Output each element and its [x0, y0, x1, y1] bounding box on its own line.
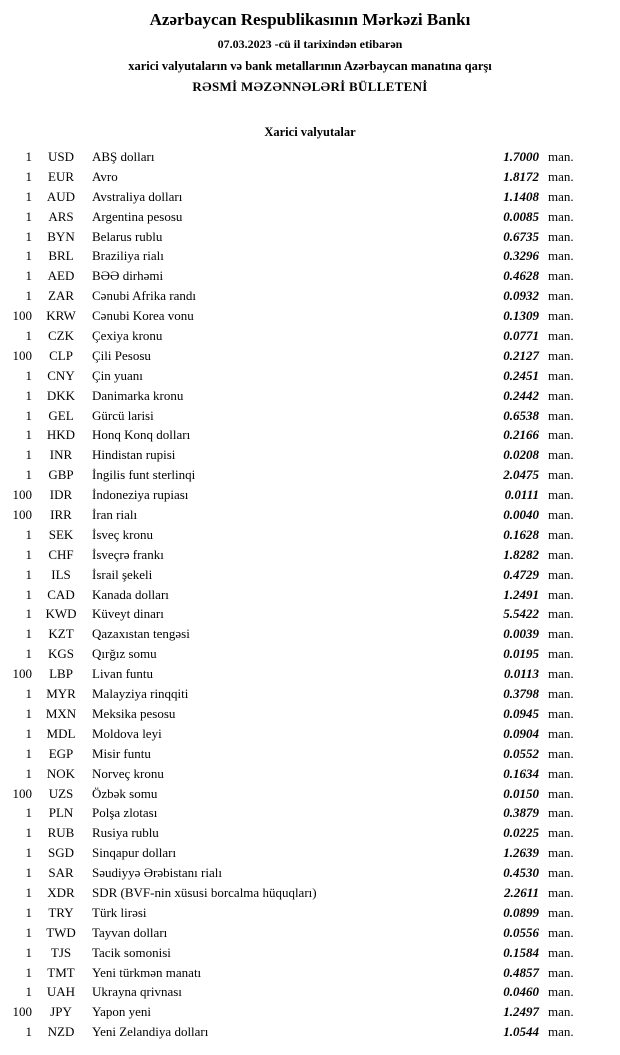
rate-value: 0.1584	[503, 944, 539, 960]
section-title: Xarici valyutalar	[264, 125, 356, 139]
currency-code: UZS	[48, 785, 74, 801]
rate-row	[6, 167, 586, 187]
rate-quantity: 1	[25, 904, 32, 920]
rate-value: 0.0556	[503, 924, 539, 940]
unit-label: man.	[548, 984, 574, 1000]
rate-value: 0.3296	[503, 248, 539, 264]
currency-name: Qırğız somu	[92, 646, 157, 662]
currency-name: Çexiya kronu	[92, 328, 163, 344]
rate-quantity: 1	[25, 964, 32, 980]
currency-name: İngilis funt sterlinqi	[92, 467, 196, 483]
rate-quantity: 1	[25, 626, 32, 642]
rate-quantity: 1	[25, 805, 32, 821]
currency-name: BƏƏ dirhəmi	[92, 268, 164, 284]
rate-row	[6, 286, 586, 306]
rate-row	[6, 803, 586, 823]
rate-value: 0.0208	[503, 447, 539, 463]
unit-label: man.	[548, 964, 574, 980]
currency-name: Norveç kronu	[92, 765, 164, 781]
currency-name: Honq Konq dolları	[92, 427, 191, 443]
rate-quantity: 1	[25, 387, 32, 403]
currency-name: Hindistan rupisi	[92, 447, 176, 463]
currency-code: INR	[49, 447, 73, 463]
currency-code: DKK	[46, 387, 76, 403]
subtitle: xarici valyutaların və bank metallarının Azərbaycan manatına qarşı	[128, 59, 492, 73]
rate-value: 0.0899	[503, 904, 539, 920]
rate-quantity: 1	[25, 745, 32, 761]
unit-label: man.	[548, 825, 574, 841]
unit-label: man.	[548, 924, 574, 940]
currency-name: ABŞ dolları	[92, 149, 155, 164]
rate-value: 0.2127	[503, 347, 539, 363]
rate-row	[6, 187, 586, 207]
currency-name: Malayziya rinqqiti	[92, 686, 189, 702]
rate-value: 1.0544	[503, 1024, 539, 1040]
currency-code: CZK	[48, 328, 74, 344]
unit-label: man.	[548, 805, 574, 821]
rate-value: 1.2491	[503, 586, 539, 602]
currency-name: SDR (BVF-nin xüsusi borcalma hüquqları)	[92, 884, 317, 900]
rate-row	[6, 664, 586, 684]
rate-value: 0.4530	[503, 865, 539, 881]
rate-row	[6, 465, 586, 485]
unit-label: man.	[548, 944, 574, 960]
unit-label: man.	[548, 686, 574, 702]
unit-label: man.	[548, 328, 574, 344]
currency-code: PLN	[48, 805, 74, 821]
rate-row	[6, 1002, 586, 1022]
unit-label: man.	[548, 467, 574, 483]
rate-quantity: 1	[25, 566, 32, 582]
rate-quantity: 100	[12, 347, 32, 363]
rate-row	[6, 266, 586, 286]
currency-name: Yapon yeni	[92, 1004, 151, 1020]
currency-name: Cənubi Korea vonu	[92, 308, 194, 324]
rate-quantity: 1	[25, 407, 32, 423]
rate-quantity: 1	[25, 765, 32, 781]
rate-quantity: 100	[12, 507, 32, 523]
rate-value: 0.1309	[503, 308, 539, 324]
currency-code: RUB	[47, 825, 75, 841]
rate-row	[6, 604, 586, 624]
effective-date-line: 07.03.2023 -cü il tarixindən etibarən	[217, 37, 403, 51]
currency-name: Küveyt dinarı	[92, 606, 164, 622]
currency-name: Moldova leyi	[92, 725, 162, 741]
currency-code: XDR	[47, 884, 75, 900]
rate-row	[6, 545, 586, 565]
rate-quantity: 1	[25, 288, 32, 304]
rate-quantity: 1	[25, 208, 32, 224]
rate-quantity: 1	[25, 328, 32, 344]
currency-name: Tacik somonisi	[92, 944, 171, 960]
rate-quantity: 1	[25, 586, 32, 602]
currency-name: Danimarka kronu	[92, 387, 184, 403]
currency-code: GBP	[48, 467, 74, 483]
rate-row	[6, 406, 586, 426]
currency-code: CLP	[49, 347, 73, 363]
rate-row	[6, 246, 586, 266]
rate-quantity: 1	[25, 725, 32, 741]
rate-quantity: 1	[25, 924, 32, 940]
rate-value: 2.2611	[503, 884, 539, 900]
currency-code: CNY	[47, 367, 75, 383]
rate-row	[6, 823, 586, 843]
unit-label: man.	[548, 566, 574, 582]
unit-label: man.	[548, 606, 574, 622]
currency-name: Livan funtu	[92, 666, 154, 682]
currency-name: Belarus rublu	[92, 228, 163, 244]
rate-value: 1.2639	[503, 845, 539, 861]
rate-quantity: 100	[12, 666, 32, 682]
rate-value: 0.1628	[503, 526, 539, 542]
rate-value: 0.0932	[503, 288, 539, 304]
currency-code: AUD	[46, 188, 76, 204]
unit-label: man.	[548, 904, 574, 920]
currency-code: HKD	[46, 427, 76, 443]
unit-label: man.	[548, 1024, 574, 1040]
unit-label: man.	[548, 785, 574, 801]
currency-name: İndoneziya rupiası	[92, 487, 189, 503]
unit-label: man.	[548, 626, 574, 642]
rate-value: 1.8282	[503, 546, 539, 562]
currency-name: Misir funtu	[92, 745, 151, 761]
currency-code: MXN	[45, 705, 77, 721]
rate-value: 0.0225	[503, 825, 539, 841]
rate-quantity: 1	[25, 686, 32, 702]
currency-code: ARS	[48, 208, 74, 224]
currency-name: İsrail şekeli	[92, 566, 153, 582]
currency-code: TRY	[48, 904, 74, 920]
currency-name: Polşa zlotası	[92, 805, 158, 821]
rate-quantity: 1	[25, 367, 32, 383]
unit-label: man.	[548, 884, 574, 900]
rate-row	[6, 863, 586, 883]
rate-quantity: 1	[25, 188, 32, 204]
rate-row	[6, 505, 586, 525]
rate-quantity: 1	[25, 546, 32, 562]
rate-value: 2.0475	[503, 467, 539, 483]
currency-name: Braziliya rialı	[92, 248, 164, 264]
rate-row	[6, 744, 586, 764]
rate-quantity: 100	[12, 487, 32, 503]
rate-quantity: 100	[12, 308, 32, 324]
currency-name: Rusiya rublu	[92, 825, 159, 841]
rate-quantity: 1	[25, 248, 32, 264]
rate-row	[6, 346, 586, 366]
currency-code: TWD	[46, 924, 76, 940]
currency-code: KWD	[45, 606, 77, 622]
rate-value: 0.0085	[503, 208, 539, 224]
rate-quantity: 1	[25, 865, 32, 881]
unit-label: man.	[548, 745, 574, 761]
rate-quantity: 1	[25, 526, 32, 542]
unit-label: man.	[548, 447, 574, 463]
rate-row	[6, 684, 586, 704]
currency-code: SGD	[47, 845, 74, 861]
unit-label: man.	[548, 208, 574, 224]
rate-value: 0.4729	[503, 566, 539, 582]
rate-value: 0.2166	[503, 427, 539, 443]
currency-name: Yeni türkmən manatı	[92, 964, 202, 980]
currency-code: SEK	[48, 526, 74, 542]
bulletin-title: RƏSMİ MƏZƏNNƏLƏRİ BÜLLETENİ	[192, 79, 428, 94]
currency-name: İsveçrə frankı	[92, 546, 164, 562]
currency-code: AED	[47, 268, 75, 284]
rate-value: 0.0111	[504, 487, 539, 503]
rate-row	[6, 207, 586, 227]
currency-code: NZD	[47, 1024, 75, 1040]
currency-name: Ukrayna qrivnası	[92, 984, 182, 1000]
unit-label: man.	[548, 845, 574, 861]
currency-code: SAR	[48, 865, 74, 881]
rate-value: 0.3879	[503, 805, 539, 821]
currency-name: Türk lirəsi	[92, 904, 147, 920]
unit-label: man.	[548, 765, 574, 781]
rate-value: 5.5422	[503, 606, 539, 622]
rate-value: 0.0460	[503, 984, 539, 1000]
unit-label: man.	[548, 308, 574, 324]
rate-value: 0.0195	[503, 646, 539, 662]
rate-quantity: 100	[12, 1004, 32, 1020]
currency-code: IRR	[50, 507, 72, 523]
rates-table	[0, 147, 620, 1042]
unit-label: man.	[548, 1004, 574, 1020]
rate-value: 0.4628	[503, 268, 539, 284]
rate-row	[6, 147, 586, 167]
rate-value: 0.3798	[503, 686, 539, 702]
rate-quantity: 1	[25, 427, 32, 443]
rate-row	[6, 366, 586, 386]
rate-value: 0.0039	[503, 626, 539, 642]
rate-value: 0.4857	[503, 964, 539, 980]
rate-row	[6, 525, 586, 545]
rate-value: 0.0150	[503, 785, 539, 801]
unit-label: man.	[548, 367, 574, 383]
unit-label: man.	[548, 347, 574, 363]
currency-code: TJS	[50, 944, 72, 960]
currency-name: Özbək somu	[92, 785, 158, 801]
rate-quantity: 1	[25, 884, 32, 900]
rate-quantity: 1	[25, 1024, 32, 1040]
currency-name: Səudiyyə Ərəbistanı rialı	[92, 865, 222, 881]
currency-code: ZAR	[48, 288, 74, 304]
currency-code: KGS	[47, 646, 74, 662]
rate-value: 1.8172	[503, 168, 539, 184]
rate-value: 0.0771	[503, 328, 539, 344]
rate-row	[6, 784, 586, 804]
currency-name: Yeni Zelandiya dolları	[92, 1024, 209, 1040]
rate-row	[6, 624, 586, 644]
unit-label: man.	[548, 149, 574, 164]
rate-quantity: 1	[25, 228, 32, 244]
rate-row	[6, 883, 586, 903]
rate-row	[6, 227, 586, 247]
unit-label: man.	[548, 168, 574, 184]
currency-code: KZT	[48, 626, 74, 642]
rate-quantity: 1	[25, 845, 32, 861]
rate-row	[6, 843, 586, 863]
rate-value: 0.2451	[503, 367, 539, 383]
unit-label: man.	[548, 526, 574, 542]
currency-code: MYR	[46, 686, 76, 702]
rate-quantity: 1	[25, 825, 32, 841]
unit-label: man.	[548, 705, 574, 721]
currency-name: İran rialı	[92, 507, 138, 523]
rate-value: 0.0113	[503, 666, 539, 682]
currency-name: Meksika pesosu	[92, 705, 176, 721]
rate-value: 0.0945	[503, 705, 539, 721]
unit-label: man.	[548, 546, 574, 562]
rate-row	[6, 425, 586, 445]
rate-value: 1.7000	[503, 149, 539, 164]
unit-label: man.	[548, 865, 574, 881]
rate-row	[6, 704, 586, 724]
currency-code: CAD	[47, 586, 75, 602]
currency-name: Sinqapur dolları	[92, 845, 177, 861]
currency-name: Gürcü larisi	[92, 407, 154, 423]
currency-name: Cənubi Afrika randı	[92, 288, 196, 304]
unit-label: man.	[548, 586, 574, 602]
currency-code: KRW	[46, 308, 76, 324]
currency-name: Kanada dolları	[92, 586, 169, 602]
rate-row	[6, 982, 586, 1002]
rate-row	[6, 445, 586, 465]
rate-value: 0.0904	[503, 725, 539, 741]
rate-row	[6, 963, 586, 983]
rate-row	[6, 724, 586, 744]
rate-quantity: 1	[25, 467, 32, 483]
rate-quantity: 1	[25, 606, 32, 622]
rate-value: 1.2497	[503, 1004, 539, 1020]
rate-row	[6, 1022, 586, 1042]
currency-code: LBP	[49, 666, 73, 682]
rate-row	[6, 485, 586, 505]
rate-quantity: 1	[25, 268, 32, 284]
currency-code: CHF	[48, 546, 74, 562]
currency-name: İsveç kronu	[92, 526, 154, 542]
currency-code: NOK	[46, 765, 76, 781]
unit-label: man.	[548, 427, 574, 443]
rate-row	[6, 644, 586, 664]
currency-name: Çili Pesosu	[92, 347, 151, 363]
rate-quantity: 1	[25, 984, 32, 1000]
currency-code: MDL	[46, 725, 76, 741]
rate-value: 0.6538	[503, 407, 539, 423]
rate-quantity: 1	[25, 168, 32, 184]
rate-quantity: 1	[25, 149, 32, 164]
rate-quantity: 1	[25, 646, 32, 662]
currency-code: UAH	[46, 984, 76, 1000]
page-title: Azərbaycan Respublikasının Mərkəzi Bankı	[149, 10, 471, 29]
currency-name: Çin yuanı	[92, 367, 143, 383]
currency-code: EGP	[48, 745, 74, 761]
rate-value: 1.1408	[503, 188, 539, 204]
rate-value: 0.0040	[503, 507, 539, 523]
unit-label: man.	[548, 288, 574, 304]
currency-code: USD	[47, 149, 74, 164]
currency-code: JPY	[50, 1004, 72, 1020]
rate-row	[6, 903, 586, 923]
unit-label: man.	[548, 407, 574, 423]
currency-code: GEL	[48, 407, 74, 423]
unit-label: man.	[548, 228, 574, 244]
unit-label: man.	[548, 507, 574, 523]
rate-row	[6, 565, 586, 585]
rate-quantity: 1	[25, 447, 32, 463]
rate-row	[6, 923, 586, 943]
unit-label: man.	[548, 387, 574, 403]
currency-code: BYN	[47, 228, 75, 244]
currency-code: TMT	[47, 964, 75, 980]
currency-code: ILS	[51, 566, 71, 582]
rate-value: 0.0552	[503, 745, 539, 761]
rate-quantity: 1	[25, 944, 32, 960]
rate-value: 0.2442	[503, 387, 539, 403]
unit-label: man.	[548, 646, 574, 662]
currency-code: IDR	[49, 487, 73, 503]
currency-name: Tayvan dolları	[92, 924, 168, 940]
unit-label: man.	[548, 248, 574, 264]
rate-row	[6, 585, 586, 605]
currency-code: EUR	[48, 168, 74, 184]
currency-name: Argentina pesosu	[92, 208, 183, 224]
currency-name: Avstraliya dolları	[92, 188, 183, 204]
currency-name: Qazaxıstan tengəsi	[92, 626, 190, 642]
unit-label: man.	[548, 725, 574, 741]
rate-quantity: 1	[25, 705, 32, 721]
rate-row	[6, 326, 586, 346]
rate-value: 0.6735	[503, 228, 539, 244]
rate-value: 0.1634	[503, 765, 539, 781]
currency-name: Avro	[92, 168, 118, 184]
currency-code: BRL	[48, 248, 74, 264]
unit-label: man.	[548, 487, 574, 503]
unit-label: man.	[548, 666, 574, 682]
rate-row	[6, 764, 586, 784]
rate-row	[6, 943, 586, 963]
rate-row	[6, 386, 586, 406]
rate-row	[6, 306, 586, 326]
unit-label: man.	[548, 268, 574, 284]
rate-quantity: 100	[12, 785, 32, 801]
unit-label: man.	[548, 188, 574, 204]
